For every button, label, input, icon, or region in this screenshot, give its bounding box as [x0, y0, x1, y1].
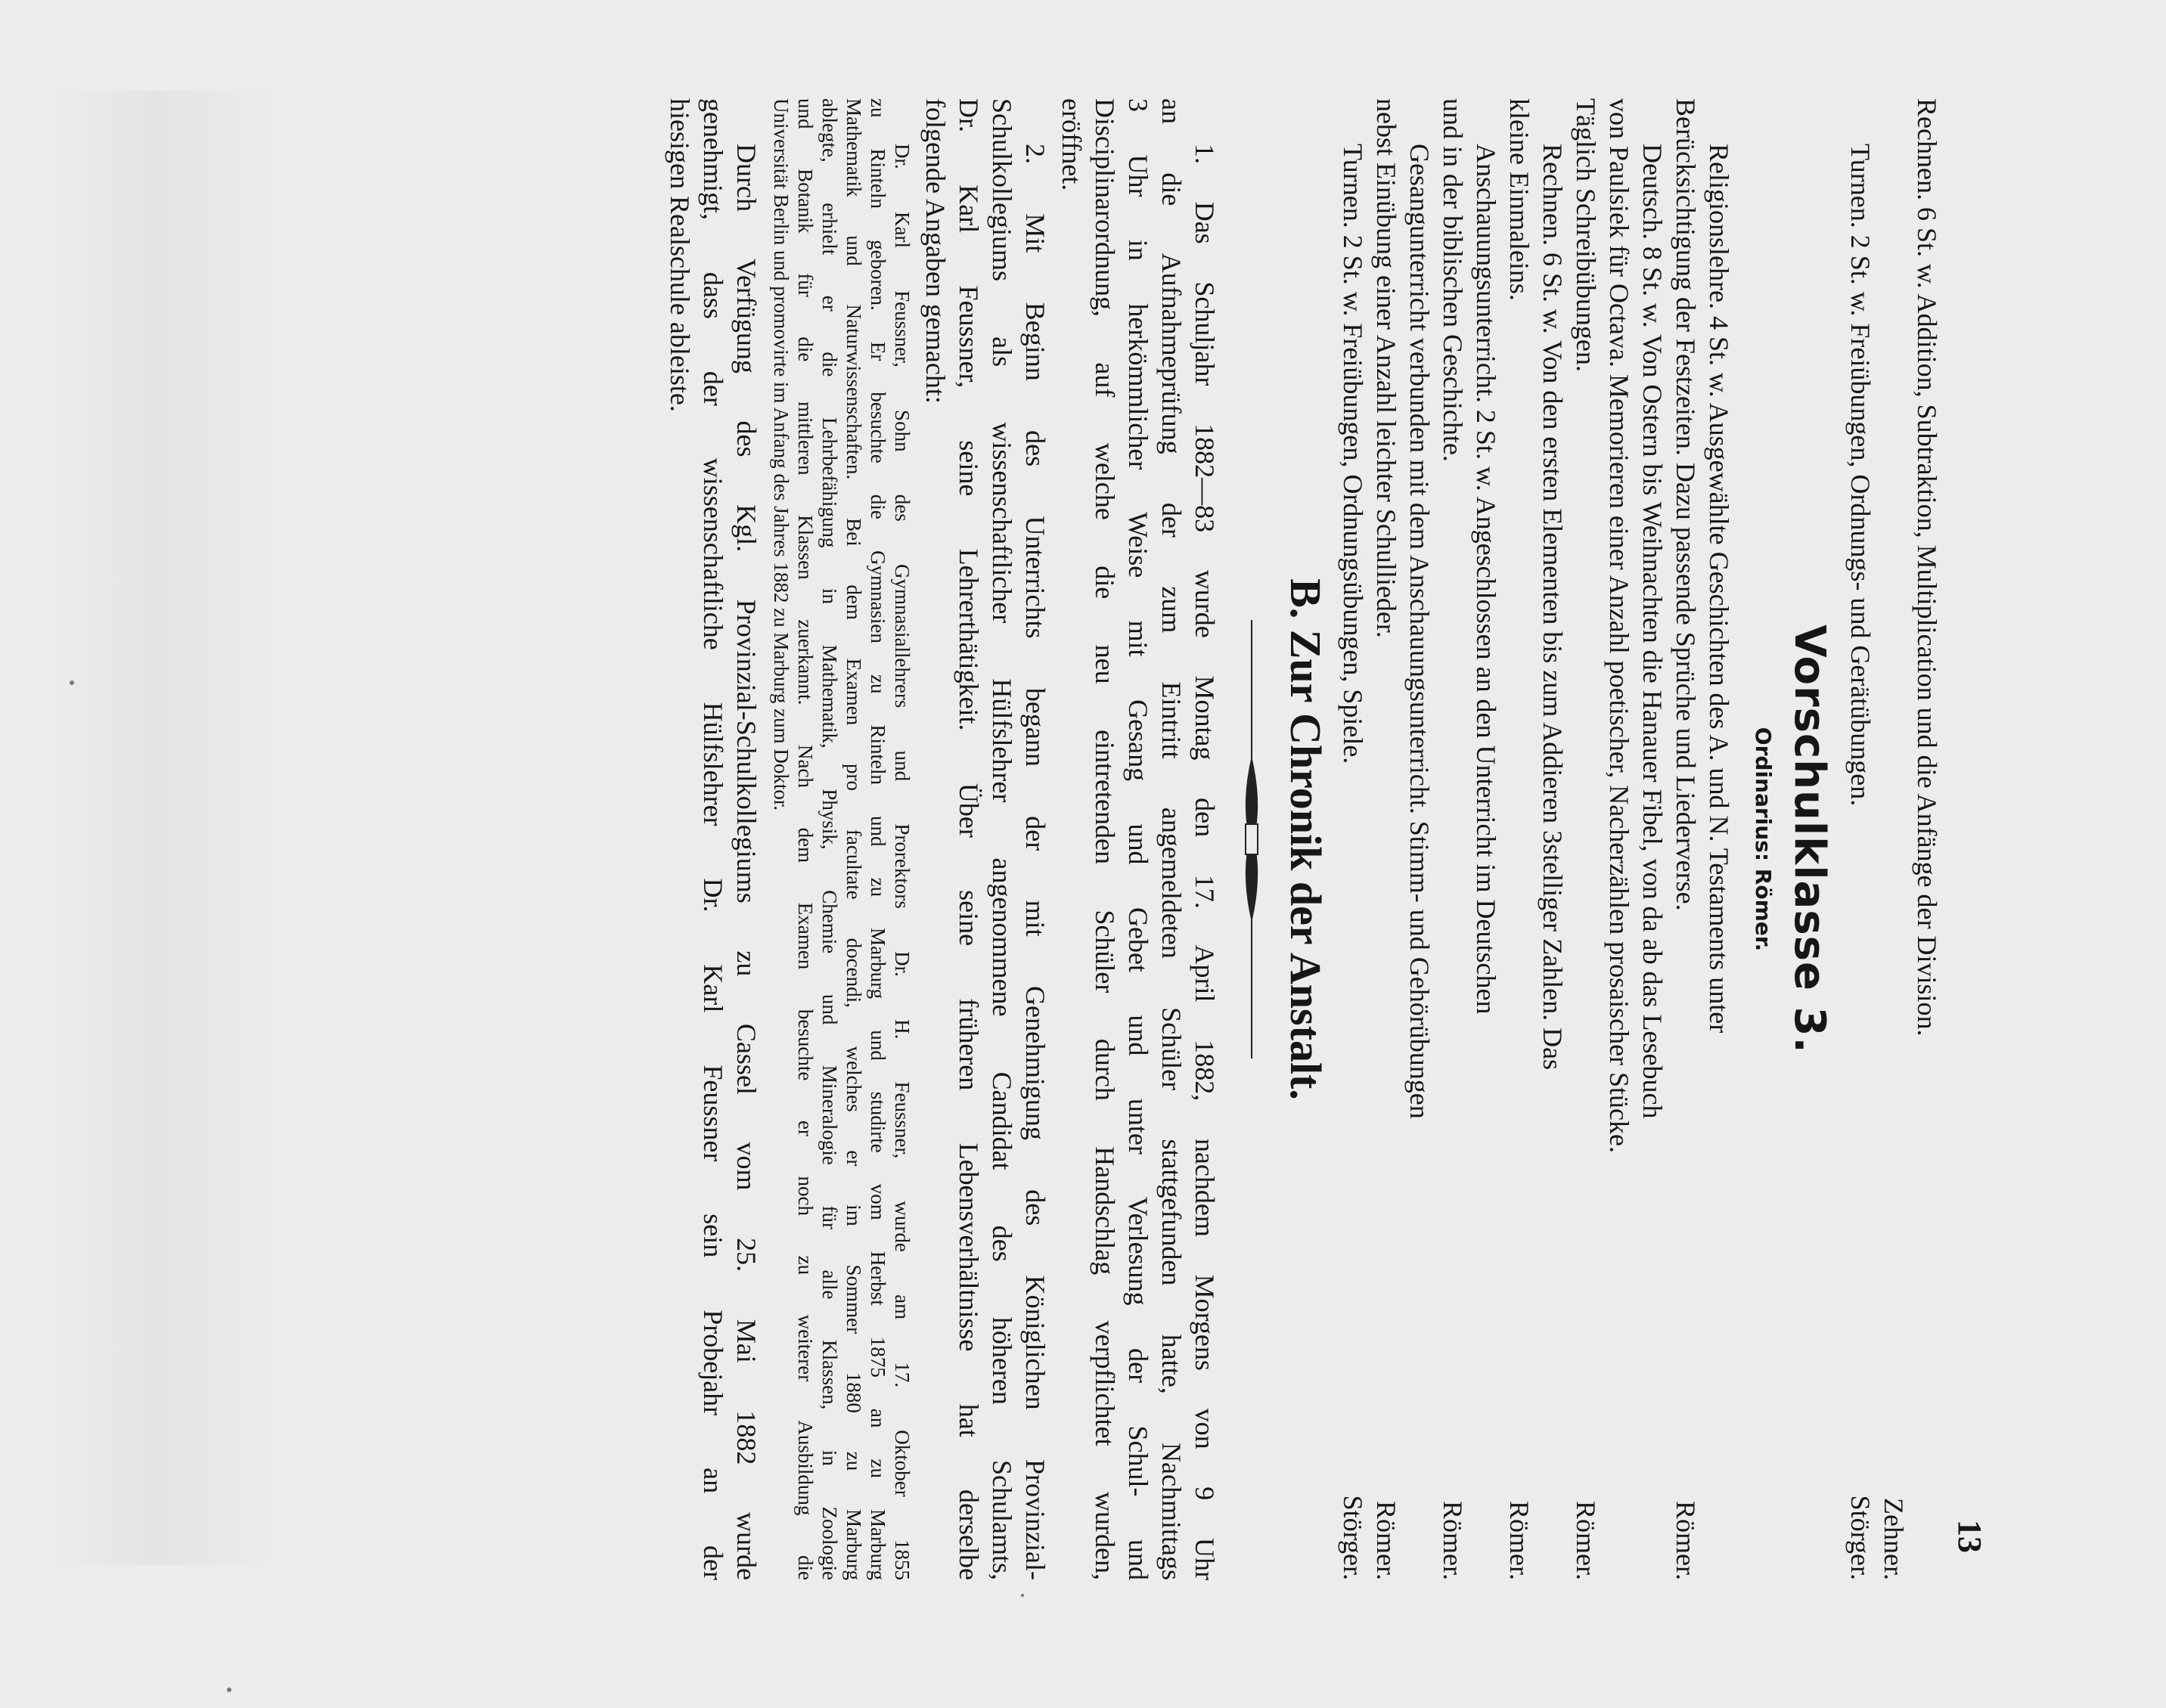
text-line-turnen: Turnen. 2 St. w. Freiübungen, Ordnungs- und Gerätübungen. [1845, 144, 1876, 807]
ornament-divider [1237, 620, 1267, 1059]
section-line: Religionslehre. 4 St. w. Ausgewählte Geschichten des A. und N. Testaments unter [1704, 144, 1734, 1034]
speck [227, 1688, 231, 1692]
teacher-name: Römer. [1371, 1501, 1401, 1580]
chronik-line: zu Rinteln geboren. Er besuchte die Gymnasien zu Rinteln und zu Marburg und studirte vom Herbst 1875 an zu Marburg [867, 98, 889, 1580]
chronik-line: Dr. Karl Feussner, Sohn des Gymnasiallehrers und Prorektors Dr. H. Feussner, wurde am 17. Oktober 1855 [891, 144, 914, 1580]
section-line: Deutsch. 8 St. w. Von Ostern bis Weihnachten die Hanauer Fibel, von da ab das Lesebuch [1637, 144, 1668, 1119]
section-line: und in der biblischen Geschichte. [1438, 98, 1468, 462]
section-line: kleine Einmaleins. [1504, 98, 1535, 301]
chronik-line: 1. Das Schuljahr 1882—83 wurde Montag den 17. April 1882, nachdem Morgens von 9 Uhr [1190, 144, 1220, 1580]
section-line: Täglich Schreibübungen. [1571, 98, 1601, 372]
teacher-stoerger: Störger. [1845, 1495, 1876, 1580]
teacher-name: Römer. [1571, 1501, 1601, 1580]
page-number: 13 [1951, 1520, 1988, 1553]
chronik-line: folgende Angaben gemacht: [920, 98, 951, 404]
chronik-line: 2. Mit Beginn des Unterrichts begann der mit Genehmigung des Königlichen Provinzial- [1020, 144, 1050, 1580]
text-line-rechnen: Rechnen. 6 St. w. Addition, Subtraktion, Multiplication und die Anfänge der Division. [1912, 98, 1942, 1037]
chronik-line: Mathematik und Naturwissenschaften. Bei dem Examen pro facultate docendi, welches er im Sommer 1880 zu Marburg [843, 98, 865, 1580]
section-line: nebst Einübung einer Anzahl leichter Schullieder. [1371, 98, 1401, 638]
chronik-line: genehmigt, dass der wissenschaftliche Hülfslehrer Dr. Karl Feussner sein Probejahr an der [698, 98, 728, 1580]
chronik-line: an die Aufnahmeprüfung der zum Eintritt angemeldeten Schüler stattgefunden hatte, Nachmittags [1156, 98, 1187, 1580]
show-through-shadow [53, 91, 280, 1565]
chronik-line: Durch Verfügung des Kgl. Provinzial-Schulkollegiums zu Cassel vom 25. Mai 1882 wurde [731, 144, 762, 1580]
teacher-zehner: Zehner. [1879, 1498, 1909, 1580]
section-line: Rechnen. 6 St. w. Von den ersten Elementen bis zum Addieren 3stelliger Zahlen. Das [1538, 144, 1568, 1071]
teacher-name: Römer. [1438, 1501, 1468, 1580]
rotated-page [257, 98, 1997, 1610]
teacher-name: Störger. [1338, 1495, 1368, 1580]
chronik-line: 3 Uhr in herkömmlicher Weise mit Gesang und Gebet und unter Verlesung der Schul- und [1123, 98, 1153, 1580]
section-line: Anschauungsunterricht. 2 St. w. Angeschlossen an den Unterricht im Deutschen [1471, 144, 1501, 1015]
chronik-line: und Botanik für die mittleren Klassen zuerkannt. Nach dem Examen besuchte er noch zu weiterer Ausbildung die [794, 98, 817, 1580]
ordinarius-line: Ordinarius: Römer. [1751, 727, 1776, 952]
section-line: Turnen. 2 St. w. Freiübungen, Ordnungsübungen, Spiele. [1338, 144, 1368, 764]
chronik-line: eröffnet. [1057, 98, 1087, 191]
section-line: Gesangunterricht verbunden mit dem Anschauungsunterricht. Stimm- und Gehörübungen [1404, 144, 1435, 1119]
chronik-line: hiesigen Realschule ableiste. [665, 98, 695, 412]
teacher-name: Römer. [1504, 1501, 1535, 1580]
teacher-name: Römer. [1671, 1501, 1701, 1580]
chronik-line: Dr. Karl Feussner, seine Lehrerthätigkeit. Über seine früheren Lebensverhältnisse hat derselbe [954, 98, 984, 1580]
chronik-line: Schulkollegiums als wissenschaftlicher Hülfslehrer angenommene Candidat des höheren Schulamts, [987, 98, 1017, 1580]
chronik-line: Universität Berlin und promovirte im Anfang des Jahres 1882 zu Marburg zum Doktor. [770, 98, 793, 811]
chronik-line: ablegte, erhielt er die Lehrbefähigung in Mathematik, Physik, Chemie und Mineralogie für alle Klassen, in Zoologie [818, 98, 841, 1580]
chronik-line: Disciplinarordnung, auf welche die neu eintretenden Schüler durch Handschlag verpflichtet wurden, [1090, 98, 1120, 1580]
section-title: Vorschulklasse 3. [1785, 625, 1834, 1054]
chronik-title: B. Zur Chronik der Anstalt. [1281, 578, 1330, 1100]
section-line: Berücksichtigung der Festzeiten. Dazu passende Sprüche und Liederverse. [1671, 98, 1701, 911]
speck [70, 680, 74, 685]
section-line: von Paulsiek für Octava. Memorieren einer Anzahl poetischer, Nacherzählen prosaischer Stücke. [1604, 98, 1634, 1154]
